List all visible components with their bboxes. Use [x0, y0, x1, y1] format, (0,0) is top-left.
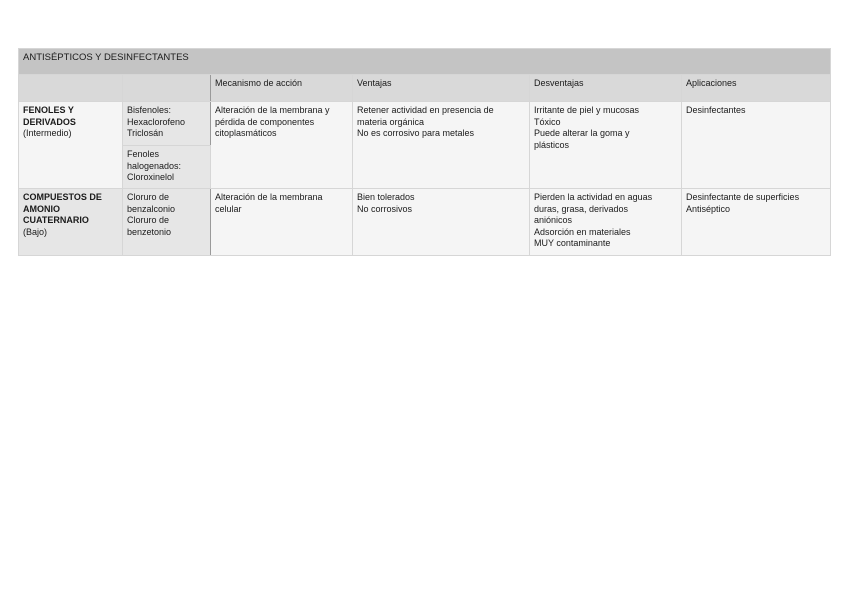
compound-cell-bisfenoles — [123, 102, 211, 146]
family-name-line: AMONIO — [23, 203, 60, 214]
applications-cell — [682, 189, 831, 256]
advantages-cell — [353, 189, 530, 256]
compound-line: Hexaclorofeno — [127, 116, 186, 127]
header-cell-compound — [123, 75, 211, 102]
compound-line: Triclosán — [127, 128, 164, 138]
disadvantages-line: aniónicos — [534, 215, 573, 225]
family-name-line: FENOLES Y — [23, 105, 74, 115]
compound-cell-amonio — [123, 189, 211, 256]
antiseptics-table — [18, 48, 831, 256]
header-disadvantages: Desventajas — [530, 75, 682, 102]
disadvantages-line: Tóxico — [534, 116, 561, 127]
advantages-line: No corrosivos — [357, 203, 413, 214]
disadvantages-line: Puede alterar la goma y — [534, 128, 630, 138]
header-advantages: Ventajas — [353, 75, 530, 102]
family-level: (Intermedio) — [23, 128, 72, 138]
compound-line: Cloruro de — [127, 215, 170, 225]
advantages-line: Bien tolerados — [357, 192, 415, 202]
compound-line: Cloruro de — [127, 192, 170, 202]
family-name-line: DERIVADOS — [23, 116, 76, 127]
compound-line: benzetonio — [127, 226, 172, 237]
advantages-cell — [353, 102, 530, 189]
compound-cell-fenoles-halogenados — [123, 146, 211, 189]
disadvantages-cell — [530, 189, 682, 256]
mechanism-line: pérdida de componentes — [215, 116, 315, 127]
family-cell-amonio — [19, 189, 123, 256]
applications-line: Desinfectantes — [686, 105, 746, 115]
mechanism-line: citoplasmáticos — [215, 128, 277, 138]
mechanism-line: Alteración de la membrana y — [215, 105, 330, 115]
family-level: (Bajo) — [23, 226, 48, 237]
family-cell-fenoles — [19, 102, 123, 189]
applications-line: Desinfectante de superficies — [686, 192, 800, 202]
mechanism-cell — [211, 189, 353, 256]
disadvantages-line: plásticos — [534, 139, 570, 150]
disadvantages-cell — [530, 102, 682, 189]
header-cell-family — [19, 75, 123, 102]
family-name-line: CUATERNARIO — [23, 215, 89, 225]
family-name-line: COMPUESTOS DE — [23, 192, 102, 202]
advantages-line: No es corrosivo para metales — [357, 128, 475, 138]
header-row — [19, 75, 831, 102]
disadvantages-line: Pierden la actividad en aguas — [534, 192, 653, 202]
compound-line: Fenoles — [127, 149, 160, 159]
mechanism-line: celular — [215, 203, 242, 214]
disadvantages-line: Adsorción en materiales — [534, 226, 631, 237]
disadvantages-line: Irritante de piel y mucosas — [534, 105, 640, 115]
disadvantages-line: duras, grasa, derivados — [534, 203, 629, 214]
advantages-line: Retener actividad en presencia de — [357, 105, 494, 115]
disadvantages-line: MUY contaminante — [534, 238, 611, 248]
advantages-line: materia orgánica — [357, 116, 425, 127]
applications-line: Antiséptico — [686, 203, 731, 214]
title-row — [19, 49, 831, 75]
table-title: ANTISÉPTICOS Y DESINFECTANTES — [19, 49, 831, 75]
compound-line: benzalconio — [127, 203, 176, 214]
compound-line: halogenados: — [127, 160, 182, 171]
header-mechanism: Mecanismo de acción — [211, 75, 353, 102]
compound-line: Bisfenoles: — [127, 105, 172, 115]
header-applications: Aplicaciones — [682, 75, 831, 102]
mechanism-line: Alteración de la membrana — [215, 192, 323, 202]
mechanism-cell — [211, 102, 353, 189]
table-row-fenoles — [19, 102, 831, 146]
compound-line: Cloroxinelol — [127, 172, 175, 182]
applications-cell — [682, 102, 831, 189]
table-row-amonio — [19, 189, 831, 256]
